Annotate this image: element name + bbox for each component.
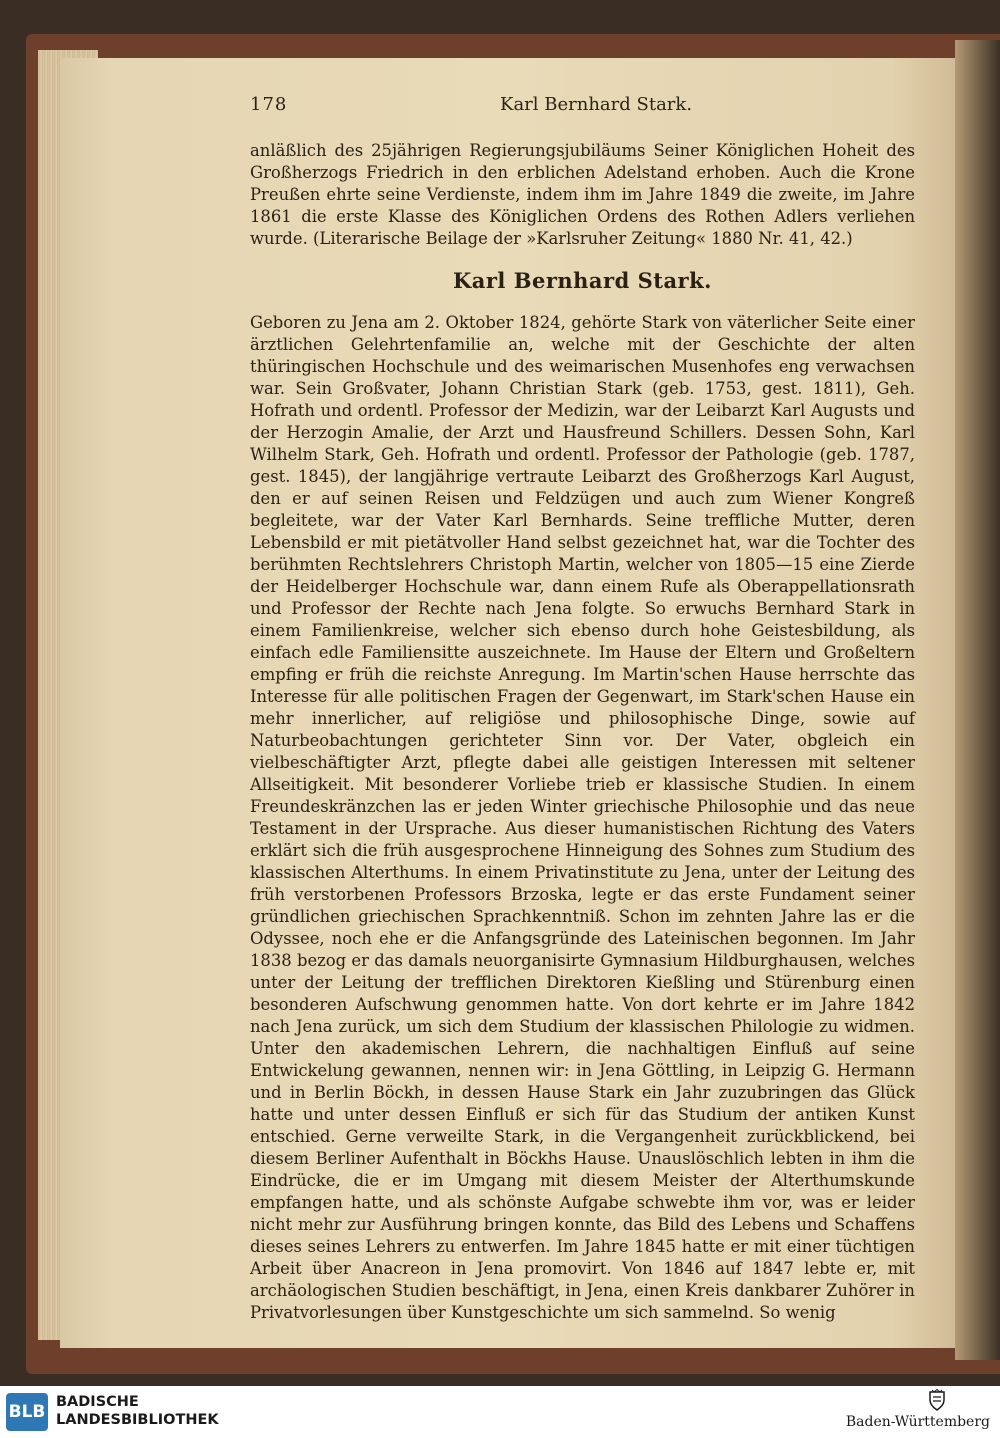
page-header: [250, 94, 910, 118]
region-label: Baden-Württemberg: [845, 1414, 990, 1430]
page-body: [250, 140, 915, 1324]
book-gutter: [955, 40, 1000, 1360]
library-name-line1: BADISCHE: [56, 1394, 139, 1410]
section-title: Karl Bernhard Stark.: [453, 268, 712, 293]
coat-of-arms-icon: [927, 1389, 947, 1411]
library-name-line2: LANDESBIBLIOTHEK: [56, 1412, 219, 1428]
footer-bar: [0, 1386, 1000, 1438]
library-name[interactable]: [56, 1393, 219, 1429]
blb-logo[interactable]: BLB: [6, 1393, 48, 1431]
page-number: 178: [250, 94, 288, 115]
main-paragraph: Geboren zu Jena am 2. Oktober 1824, gehörte Stark von väterlicher Seite einer ärztlichen Gelehrtenfamilie an, welche mit der Geschichte der alten thüringischen Hochschule und des weimarischen Musenhofes eng verwachsen war. Sein Großvater, Johann Christian Stark (geb. 1753, gest. 1811), Geh. Hofrath und ordentl. Professor der Medizin, war der Leibarzt Karl Augusts und der Herzogin Amalie, der Arzt und Hausfreund Schillers. Dessen Sohn, Karl Wilhelm Stark, Geh. Hofrath und ordentl. Professor der Pathologie (geb. 1787, gest. 1845), der langjährige vertraute Leibarzt des Großherzogs Karl August, den er auf seinen Reisen und Feldzügen und auch zum Wiener Kongreß begleitete, war der Vater Karl Bernhards. Seine treffliche Mutter, deren Lebensbild er mit pietätvoller Hand selbst gezeichnet hat, war die Tochter des berühmten Rechtslehrers Christoph Martin, welcher von 1805—15 eine Zierde der Heidelberger Hochschule war, dann einem Rufe als Oberappellationsrath und Professor der Rechte nach Jena folgte. So erwuchs Bernhard Stark in einem Familienkreise, welcher sich ebenso durch hohe Geistesbildung, als einfach edle Familiensitte auszeichnete. Im Hause der Eltern und Großeltern empfing er früh die reichste Anregung. Im Martin'schen Hause herrschte das Interesse für alle politischen Fragen der Gegenwart, im Stark'schen Hause ein mehr innerlicher, auf religiöse und philosophische Dinge, sowie auf Naturbeobachtungen gerichteter Sinn vor. Der Vater, obgleich ein vielbeschäftigter Arzt, pflegte dabei alle geistigen Interessen mit seltener Allseitigkeit. Mit besonderer Vorliebe trieb er klassische Studien. In einem Freundeskränzchen las er jeden Winter griechische Philosophie und das neue Testament in der Ursprache. Aus dieser humanistischen Richtung des Vaters erklärt sich die früh ausgesprochene Hinneigung des Sohnes zum Studium des klassischen Alterthums. In einem Privatinstitute zu Jena, unter der Leitung des früh verstorbenen Professors Brzoska, legte er das erste Fundament seiner gründlichen griechischen Sprachkenntniß. Schon im zehnten Jahre las er die Odyssee, noch ehe er die Anfangsgründe des Lateinischen begonnen. Im Jahr 1838 bezog er das damals neuorganisirte Gymnasium Hildburghausen, welches unter der Leitung der trefflichen Direktoren Kießling und Stürenburg einen besonderen Aufschwung genommen hatte. Von dort kehrte er im Jahre 1842 nach Jena zurück, um sich dem Studium der klassischen Philologie zu widmen. Unter den akademischen Lehrern, die nachhaltigen Einfluß auf seine Entwickelung gewannen, nennen wir: in Jena Göttling, in Leipzig G. Hermann und in Berlin Böckh, in dessen Hause Stark ein Jahr zuzubringen das Glück hatte und unter dessen Einfluß er sich für das Studium der antiken Kunst entschied. Gerne verweilte Stark, in die Vergangenheit zurückblickend, bei diesem Berliner Aufenthalt in Böckhs Hause. Unauslöschlich lebten in ihm die Eindrücke, die er im Umgang mit diesem Meister der Alterthumskunde empfangen hatte, und als schönste Aufgabe schwebte ihm vor, was er leider nicht mehr zur Ausführung bringen konnte, das Bild des Lebens und Schaffens dieses seines Lehrers zu entwerfen. Im Jahre 1845 hatte er mit einer tüchtigen Arbeit über Anacreon in Jena promovirt. Von 1846 auf 1847 lebte er, mit archäologischen Studien beschäftigt, in Jena, einen Kreis dankbarer Zuhörer in Privatvorlesungen über Kunstgeschichte um sich sammelnd. So wenig: [250, 313, 915, 1322]
intro-paragraph: anläßlich des 25jährigen Regierungsjubiläums Seiner Königlichen Hoheit des Großherzogs Friedrich in den erblichen Adelstand erhoben. Auch die Krone Preußen ehrte seine Verdienste, indem ihm im Jahre 1849 die zweite, im Jahre 1861 die erste Klasse des Königlichen Ordens des Rothen Adlers verliehen wurde. (Literarische Beilage der »Karlsruher Zeitung« 1880 Nr. 41, 42.): [250, 141, 915, 248]
running-head: Karl Bernhard Stark.: [500, 94, 693, 115]
